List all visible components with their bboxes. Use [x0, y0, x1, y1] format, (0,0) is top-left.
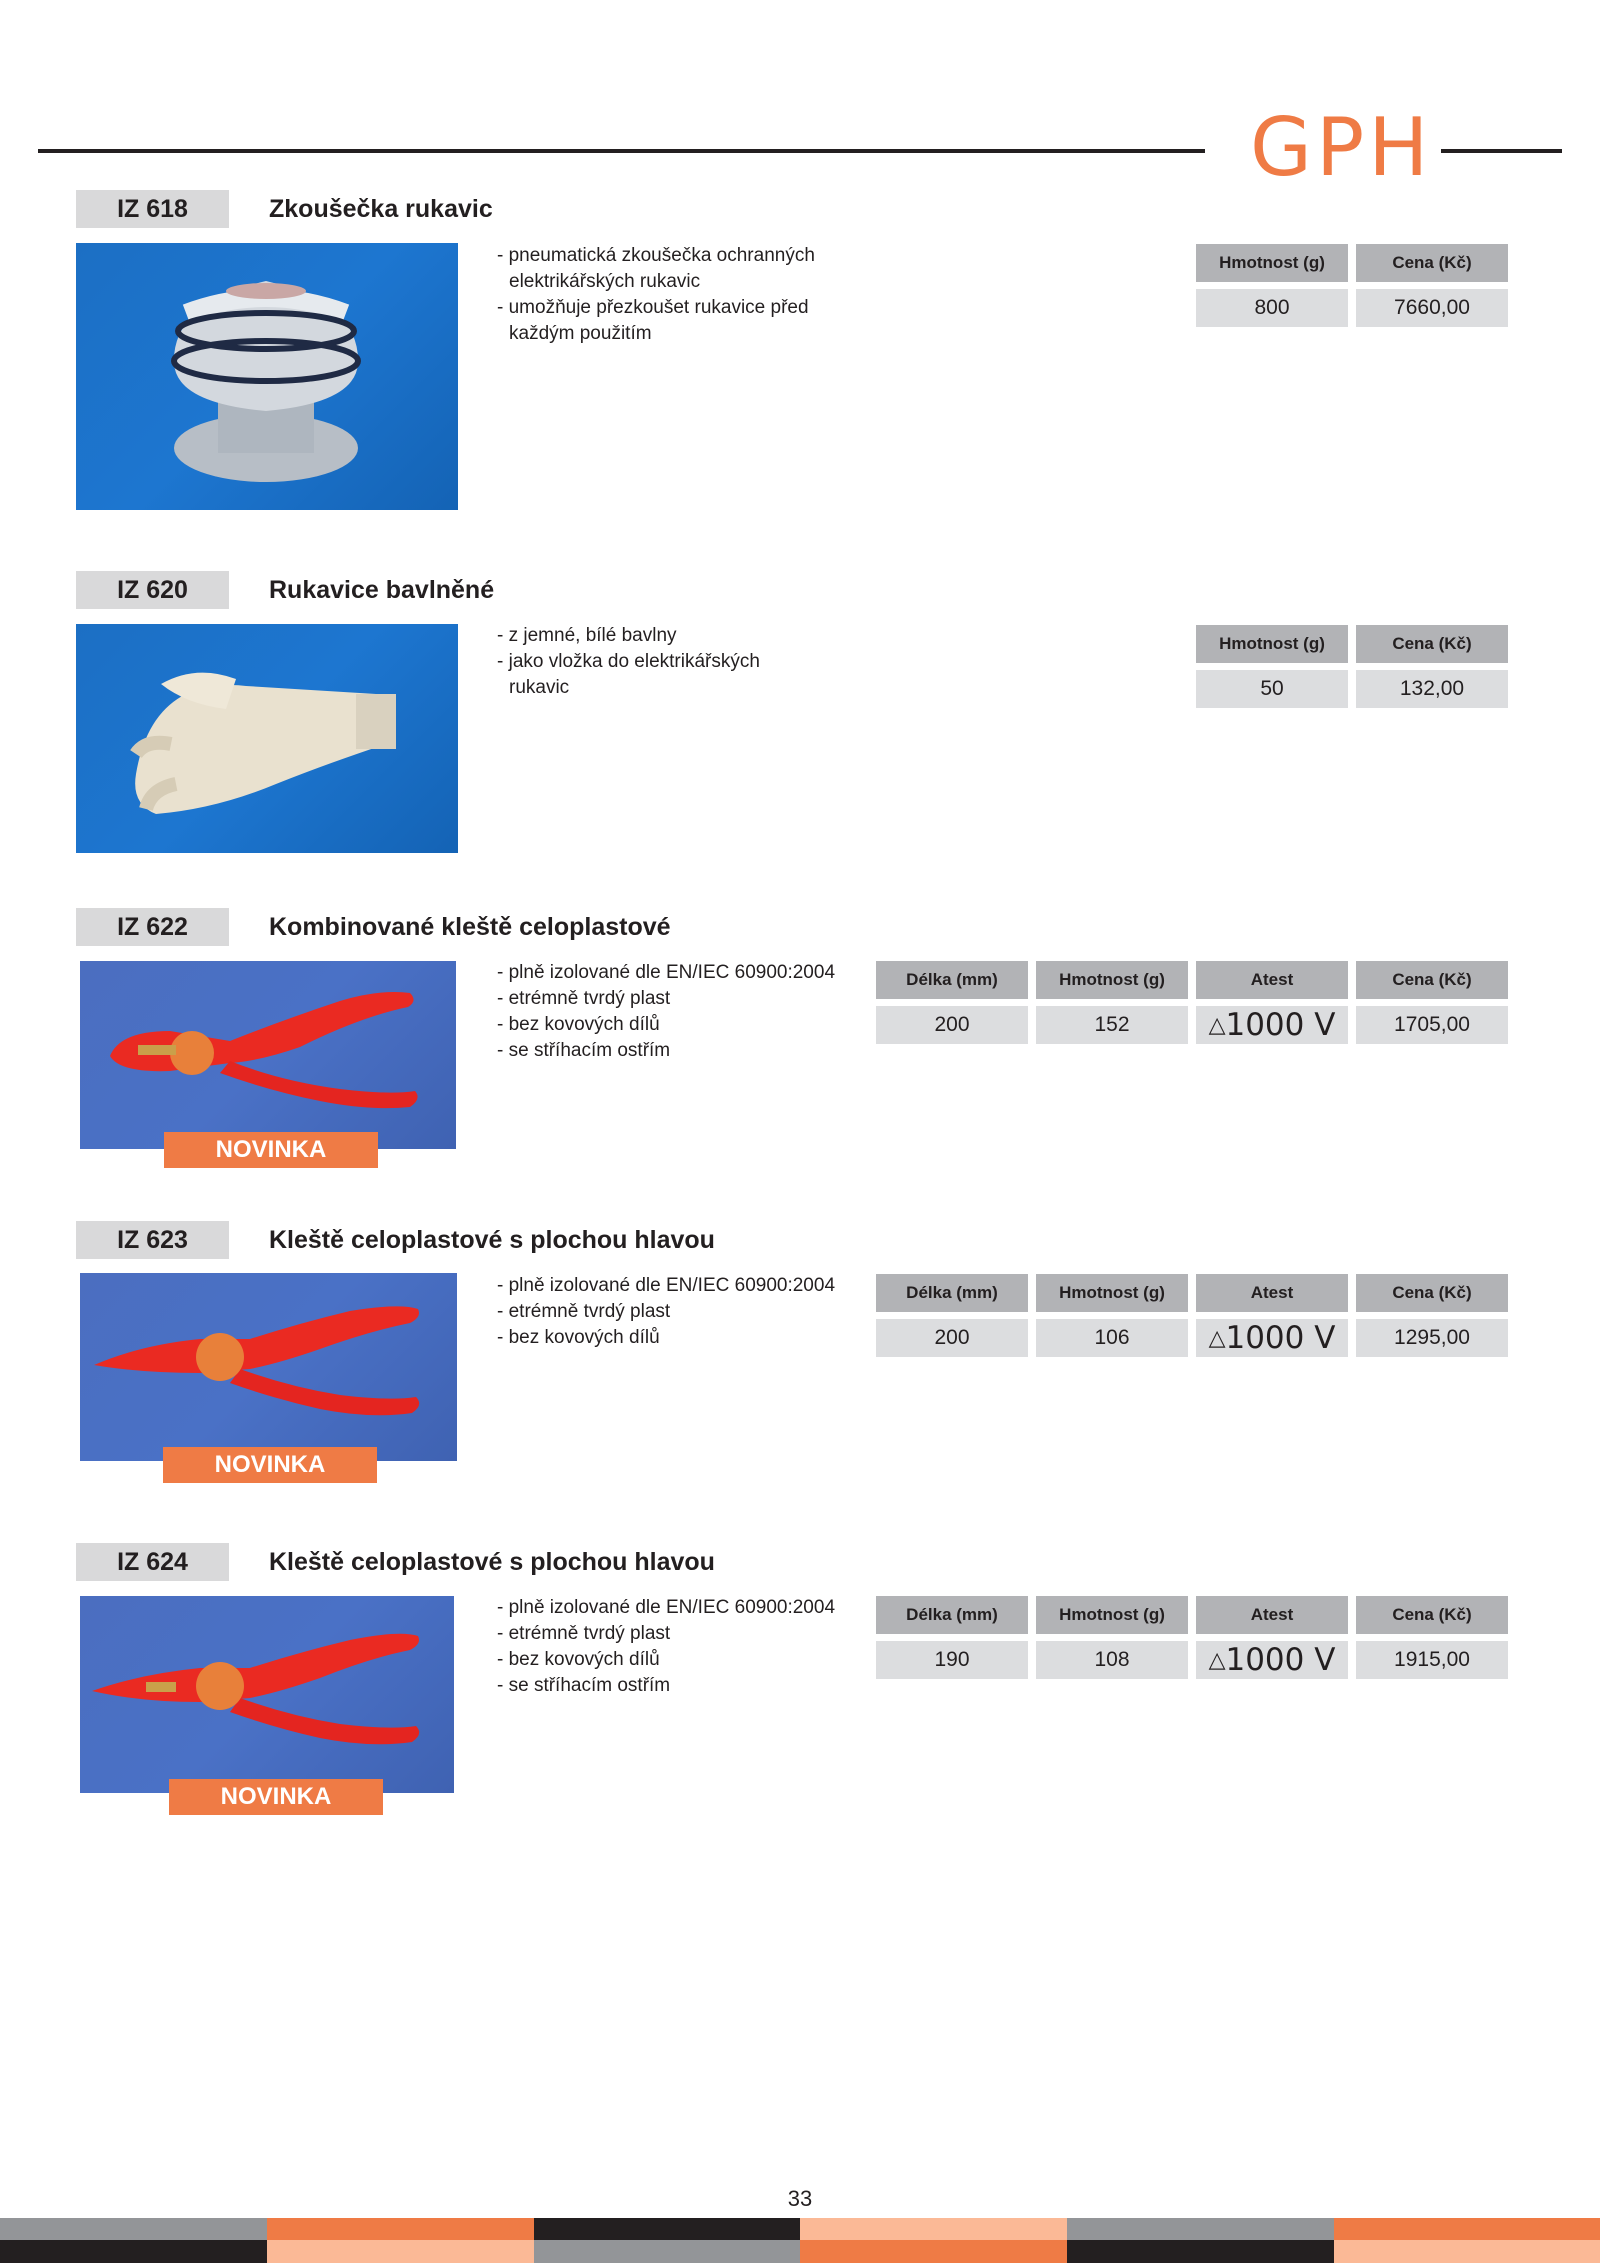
feature-item: - se stříhacím ostřím	[497, 1673, 877, 1699]
value-hmotnost: 50	[1196, 670, 1348, 708]
product-features	[497, 960, 877, 1064]
feature-item: - etrémně tvrdý plast	[497, 1299, 877, 1325]
value-delka: 190	[876, 1641, 1028, 1679]
value-hmotnost: 800	[1196, 289, 1348, 327]
page-number: 33	[787, 2186, 813, 2211]
header-atest: Atest	[1196, 1596, 1348, 1634]
footer-stripe	[1334, 2218, 1600, 2240]
product-code: IZ 622	[76, 908, 229, 946]
footer-stripe	[800, 2240, 1067, 2263]
header-atest: Atest	[1196, 1274, 1348, 1312]
value-cena: 1705,00	[1356, 1006, 1508, 1044]
value-atest	[1196, 1006, 1348, 1044]
header-hmotnost: Hmotnost (g)	[1196, 625, 1348, 663]
value-atest	[1196, 1319, 1348, 1357]
feature-item: - umožňuje přezkoušet rukavice před každým použitím	[497, 295, 877, 347]
header-rule-left	[38, 149, 1205, 153]
atest-voltage: 1000 V	[1225, 1642, 1336, 1678]
footer-stripe	[267, 2218, 534, 2240]
footer-stripe	[267, 2240, 534, 2263]
header-cena: Cena (Kč)	[1356, 244, 1508, 282]
product-title: Zkoušečka rukavic	[269, 195, 493, 223]
product-title: Kleště celoplastové s plochou hlavou	[269, 1226, 715, 1254]
flat-pliers-illustration	[80, 1273, 457, 1461]
footer-stripe	[1067, 2240, 1334, 2263]
novinka-badge-label: NOVINKA	[164, 1132, 378, 1168]
value-cena: 132,00	[1356, 670, 1508, 708]
feature-item: - bez kovových dílů	[497, 1647, 877, 1673]
footer-stripe	[1334, 2240, 1600, 2263]
feature-item: - etrémně tvrdý plast	[497, 986, 877, 1012]
warning-triangle-icon: △	[1208, 1013, 1226, 1038]
header-delka: Délka (mm)	[876, 961, 1028, 999]
product-features	[497, 243, 877, 347]
value-cena: 1915,00	[1356, 1641, 1508, 1679]
glove-tester-illustration	[76, 243, 458, 510]
feature-item: - pneumatická zkoušečka ochranných elektrikářských rukavic	[497, 243, 877, 295]
header-cena: Cena (Kč)	[1356, 625, 1508, 663]
value-delka: 200	[876, 1319, 1028, 1357]
header-cena: Cena (Kč)	[1356, 1596, 1508, 1634]
cotton-gloves-illustration	[76, 624, 458, 853]
footer-stripe	[534, 2218, 800, 2240]
novinka-badge: NOVINKA	[169, 1779, 383, 1815]
product-photo-pliers-flat-cutter	[80, 1596, 454, 1793]
product-title: Kombinované kleště celoplastové	[269, 913, 671, 941]
footer-stripe	[0, 2240, 267, 2263]
footer-stripe	[800, 2218, 1067, 2240]
flat-cutter-pliers-illustration	[80, 1596, 454, 1793]
product-photo-glove-tester	[76, 243, 458, 510]
novinka-badge: NOVINKA	[163, 1447, 377, 1483]
value-hmotnost: 152	[1036, 1006, 1188, 1044]
header-delka: Délka (mm)	[876, 1596, 1028, 1634]
feature-item: - bez kovových dílů	[497, 1012, 877, 1038]
atest-voltage: 1000 V	[1225, 1320, 1336, 1356]
feature-item: - se stříhacím ostřím	[497, 1038, 877, 1064]
product-title: Kleště celoplastové s plochou hlavou	[269, 1548, 715, 1576]
product-features	[497, 1595, 877, 1699]
header-hmotnost: Hmotnost (g)	[1036, 1274, 1188, 1312]
header-hmotnost: Hmotnost (g)	[1196, 244, 1348, 282]
feature-item: - z jemné, bílé bavlny	[497, 623, 797, 649]
product-code: IZ 624	[76, 1543, 229, 1581]
feature-item: - plně izolované dle EN/IEC 60900:2004	[497, 1273, 877, 1299]
value-hmotnost: 106	[1036, 1319, 1188, 1357]
pliers-illustration	[80, 961, 456, 1149]
value-cena: 7660,00	[1356, 289, 1508, 327]
footer-stripe	[1067, 2218, 1334, 2240]
product-code: IZ 620	[76, 571, 229, 609]
value-hmotnost: 108	[1036, 1641, 1188, 1679]
header-atest: Atest	[1196, 961, 1348, 999]
feature-item: - bez kovových dílů	[497, 1325, 877, 1351]
feature-item: - etrémně tvrdý plast	[497, 1621, 877, 1647]
product-features	[497, 1273, 877, 1351]
value-cena: 1295,00	[1356, 1319, 1508, 1357]
warning-triangle-icon: △	[1208, 1326, 1226, 1351]
product-photo-cotton-gloves	[76, 624, 458, 853]
header-hmotnost: Hmotnost (g)	[1036, 1596, 1188, 1634]
header-hmotnost: Hmotnost (g)	[1036, 961, 1188, 999]
header-cena: Cena (Kč)	[1356, 961, 1508, 999]
header-delka: Délka (mm)	[876, 1274, 1028, 1312]
footer-stripe	[0, 2218, 267, 2240]
brand-logo: GPH	[1250, 101, 1433, 194]
atest-voltage: 1000 V	[1225, 1007, 1336, 1043]
feature-item: - plně izolované dle EN/IEC 60900:2004	[497, 1595, 877, 1621]
feature-item: - plně izolované dle EN/IEC 60900:2004	[497, 960, 877, 986]
value-delka: 200	[876, 1006, 1028, 1044]
warning-triangle-icon: △	[1208, 1648, 1226, 1673]
product-photo-pliers	[80, 961, 456, 1149]
footer-stripe	[534, 2240, 800, 2263]
product-title: Rukavice bavlněné	[269, 576, 495, 604]
header-cena: Cena (Kč)	[1356, 1274, 1508, 1312]
product-code: IZ 618	[76, 190, 229, 228]
value-atest	[1196, 1641, 1348, 1679]
product-features	[497, 623, 797, 701]
feature-item: - jako vložka do elektrikářských rukavic	[497, 649, 797, 701]
product-photo-pliers-flat	[80, 1273, 457, 1461]
header-rule-right	[1441, 149, 1562, 153]
product-code: IZ 623	[76, 1221, 229, 1259]
